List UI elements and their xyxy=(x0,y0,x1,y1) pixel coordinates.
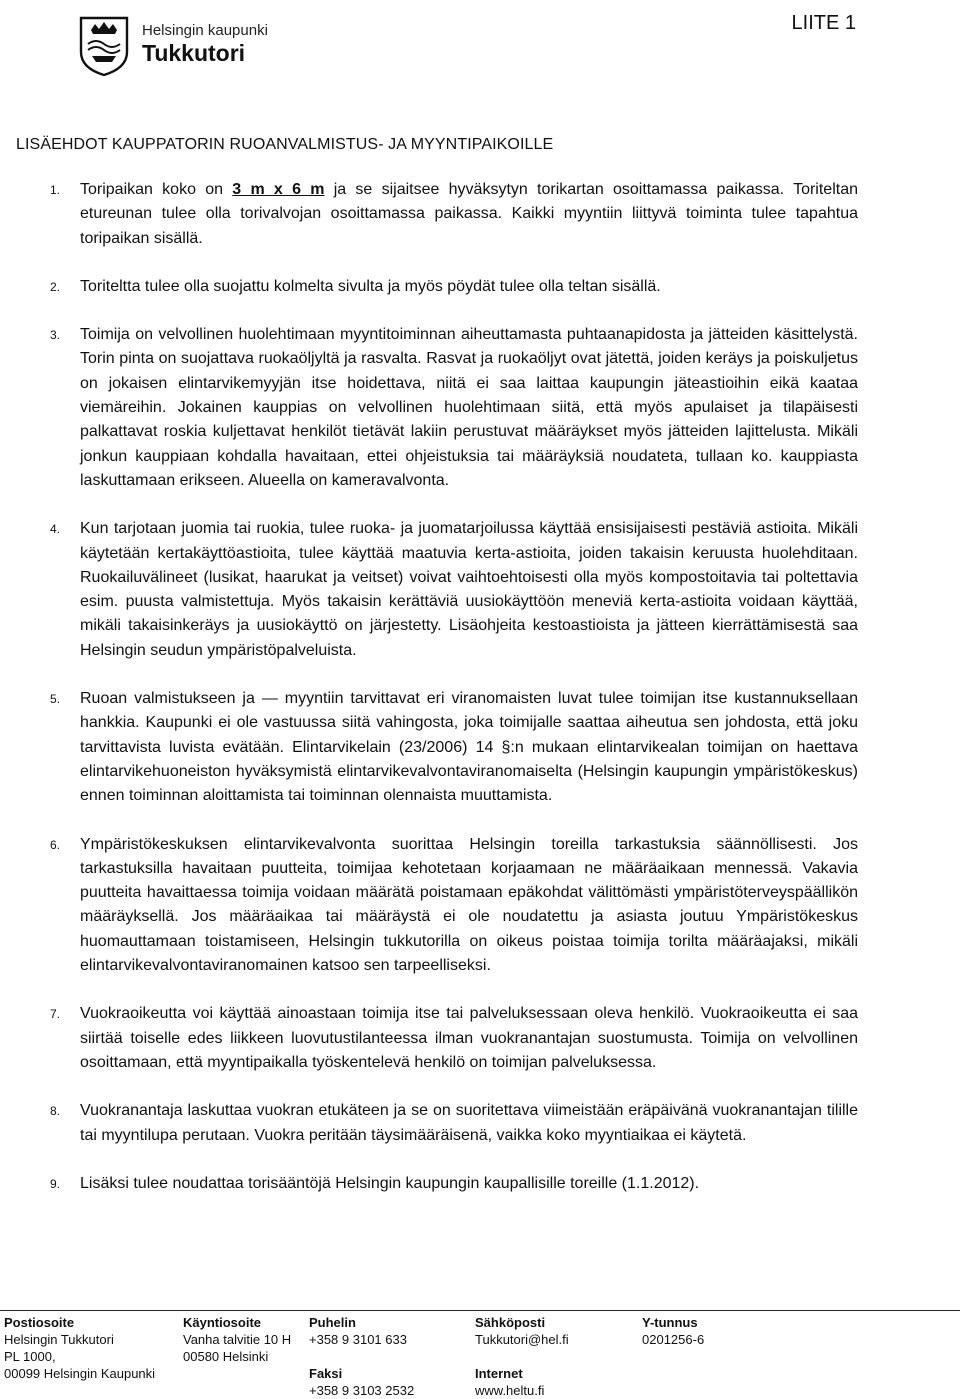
list-item xyxy=(16,275,858,299)
stall-size: 3 m x 6 m xyxy=(232,181,325,198)
item-number: 6. xyxy=(50,837,61,852)
item-number: 8. xyxy=(50,1104,61,1119)
footer-heading: Faksi xyxy=(309,1366,343,1381)
footer-postal-address xyxy=(4,1314,155,1382)
footer-value: +358 9 3101 633 xyxy=(309,1332,407,1347)
website-link[interactable]: www.heltu.fi xyxy=(475,1383,545,1398)
footer-heading: Käyntiosoite xyxy=(183,1315,262,1330)
footer-heading: Y-tunnus xyxy=(642,1315,698,1330)
helsinki-crest-icon xyxy=(78,16,130,76)
item-number: 3. xyxy=(50,328,61,343)
page-footer xyxy=(0,1310,960,1398)
footer-divider xyxy=(0,1310,960,1311)
footer-value: 00580 Helsinki xyxy=(183,1349,269,1364)
footer-heading: Puhelin xyxy=(309,1315,356,1330)
item-number: 7. xyxy=(50,1007,61,1022)
item-text: Toriteltta tulee olla suojattu kolmelta sivulta ja myös pöydät tulee olla teltan sisällä. xyxy=(80,277,661,295)
item-text: Ympäristökeskuksen elintarvikevalvonta suorittaa Helsingin toreilla tarkastuksia säännöllisesti. Jos tarkastuksilla havaitaan puutteita, toimijaa kehotetaan korjaamaan ne määräaikaan mennessä. Vakavia puutteita havaittaessa toimija voidaan määrätä poistamaan epäkohdat välittömästi ympäristöterveyspäällikön määräyksellä. Jos määräaikaa tai määräystä ei ole noudatettu ja asiasta joutuu Ympäristökeskus huomauttamaan toistamiseen, Helsingin tukkutorilla on oikeus poistaa toimija torilta määräajaksi, mikäli elintarvikevalvontaviranomainen katsoo sen tarpeelliseksi. xyxy=(80,835,858,975)
item-text: Vuokraoikeutta voi käyttää ainoastaan toimija itse tai palveluksessaan oleva henkilö. Vuokraoikeutta ei saa siirtää toiselle edes liikkeen luovutustilanteessa ilman vuokranantajan suostumusta. Toimija on velvollinen osoittamaan, että myyntipaikalla työskentelevä henkilö on toimijan palveluksessa. xyxy=(80,1005,858,1071)
logo-city-name: Helsingin kaupunki xyxy=(142,22,268,39)
list-item xyxy=(16,178,858,251)
footer-value: +358 9 3103 2532 xyxy=(309,1383,415,1398)
item-text: Toripaikan koko on xyxy=(80,181,233,198)
footer-value: 00099 Helsingin Kaupunki xyxy=(4,1366,156,1381)
footer-value: 0201256-6 xyxy=(642,1332,705,1347)
item-text: Ruoan valmistukseen ja — myyntiin tarvittavat eri viranomaisten luvat tulee toimijan itse kustannuksellaan hankkia. Kaupunki ei ole vastuussa siitä vahingosta, joka toimijalle saattaa aiheutua sen johdosta, että joku tarvittavista luvista evätään. Elintarvikelain (23/2006) 14 §:n mukaan elintarvikealan toimijan on haettava elintarvikehuoneiston hyväksymistä elintarvikevalvontaviranomaiselta (Helsingin kaupungin ympäristökeskus) ennen toiminnan aloittamista tai toiminnan olennaista muuttamista. xyxy=(80,690,858,805)
item-number: 1. xyxy=(50,183,61,197)
list-item xyxy=(16,687,858,808)
item-text: Vuokranantaja laskuttaa vuokran etukäteen ja se on suoritettava viimeistään eräpäivänä vuokranantajan tilille tai myyntilupa perutaan. Vuokra peritään täysimääräisenä, vaikka koko myyntiaikaa ei käytetä. xyxy=(80,1102,858,1144)
footer-heading: Postiosoite xyxy=(4,1315,75,1330)
footer-visiting-address xyxy=(183,1314,291,1365)
list-item xyxy=(16,833,858,979)
email-link[interactable]: Tukkutori@hel.fi xyxy=(475,1332,569,1347)
list-item xyxy=(16,323,858,493)
footer-value: Vanha talvitie 10 H xyxy=(183,1332,292,1347)
item-number: 4. xyxy=(50,522,61,537)
logo-unit-name: Tukkutori xyxy=(142,40,246,66)
city-logo xyxy=(78,16,318,88)
footer-value: Helsingin Tukkutori xyxy=(4,1332,114,1347)
list-item xyxy=(16,1172,858,1196)
footer-business-id xyxy=(642,1314,704,1348)
item-text: Lisäksi tulee noudattaa torisääntöjä Helsingin kaupungin kaupallisille toreille (1.1.2012). xyxy=(80,1174,700,1192)
footer-email xyxy=(475,1314,569,1399)
terms-list xyxy=(16,178,858,1220)
item-number: 5. xyxy=(50,692,61,707)
list-item xyxy=(16,1099,858,1148)
footer-heading: Internet xyxy=(475,1366,523,1381)
item-text: Kun tarjotaan juomia tai ruokia, tulee ruoka- ja juomatarjoilussa käyttää ensisijaisesti pestäviä astioita. Mikäli käytetään kertakäyttöastioita, tulee käyttää maatuvia kerta-astioita, joiden takaisin keruusta huolehditaan. Ruokailuvälineet (lusikat, haarukat ja veitset) voivat vaihtoehtoisesti olla myös kompostoitavia tai poltettavia esim. puusta valmistettuja. Myös takaisin kerättäviä uusiokäyttöön meneviä kerta-astioita voidaan käyttää, mikäli takaisinkeräys ja uusiokäyttö on järjestetty. Lisäohjeita kestoastioista ja jätteen kierrättämisestä saa Helsingin seudun ympäristöpalveluista. xyxy=(80,520,858,659)
footer-heading: Sähköposti xyxy=(475,1315,546,1330)
item-number: 2. xyxy=(50,279,61,294)
list-item xyxy=(16,1002,858,1075)
item-text: ja se sijaitsee hyväksytyn torikartan osoittamassa paikassa. Toriteltan etureunan tulee olla torivalvojan osoittamassa paikassa. Kaikki myyntiin liittyvä toiminta tulee tapahtua toripaikan sisällä. xyxy=(80,181,858,247)
item-number: 9. xyxy=(50,1176,61,1191)
footer-value: PL 1000, xyxy=(4,1349,56,1364)
item-text: Toimija on velvollinen huolehtimaan myyntitoiminnan aiheuttamasta puhtaanapidosta ja jätteiden käsittelystä. Torin pinta on suojattava ruokaöljyltä ja rasvalta. Rasvat ja ruokaöljyt ovat jätettä, joiden keräys ja poiskuljetus on jokaisen elintarvikemyyjän itse hoidettava, niitä ei saa laittaa kaupungin jäteastioihin eikä kaataa viemäreihin. Jokainen kauppias on velvollinen huolehtimaan siitä, että myös apulaiset ja tilapäisesti palkattavat roskia kuljettavat henkilöt tietävät lakiin perustuvat määräykset myös jätteiden lajittelusta. Mikäli jonkun kauppiaan kohdalla havaitaan, ettei ohjeistuksia tai määräyksiä noudateta, tullaan ko. kauppiasta laskuttamaan erikseen. Alueella on kameravalvonta. xyxy=(80,326,858,489)
footer-phone xyxy=(309,1314,414,1399)
document-title: LISÄEHDOT KAUPPATORIN RUOANVALMISTUS- JA MYYNTIPAIKOILLE xyxy=(16,136,554,153)
list-item xyxy=(16,517,858,663)
appendix-label: LIITE 1 xyxy=(791,12,856,34)
